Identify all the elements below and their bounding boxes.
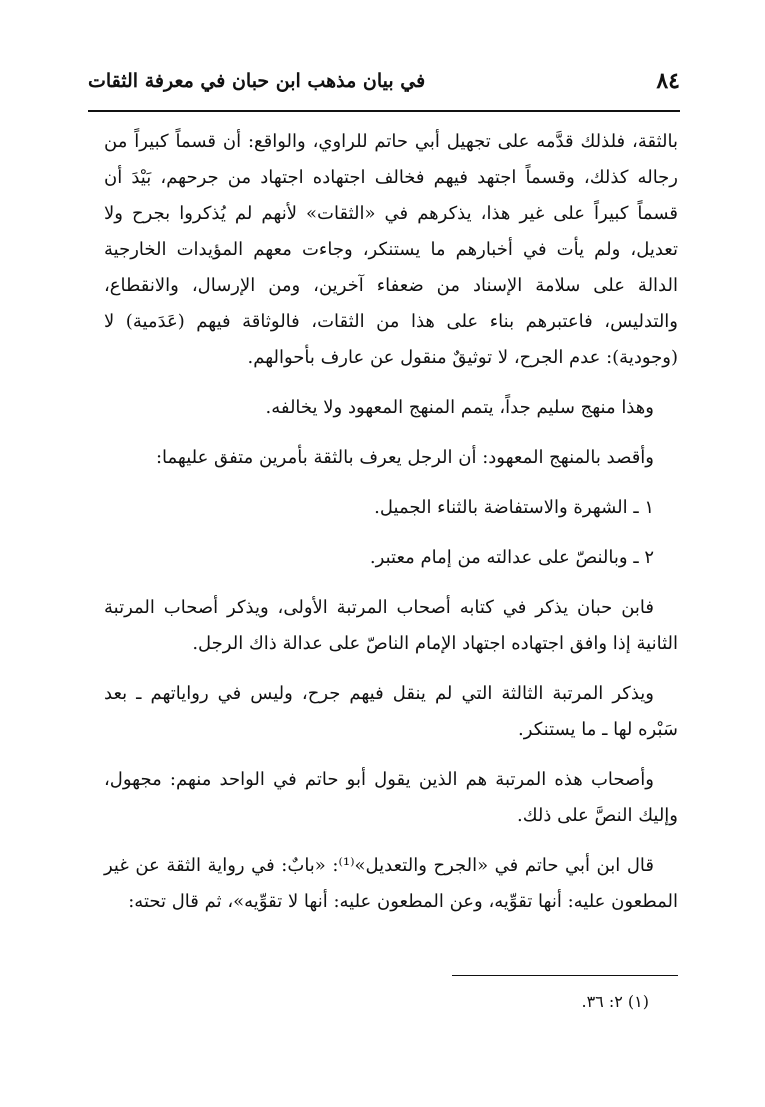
list-item-1: ١ ـ الشهرة والاستفاضة بالثناء الجميل. xyxy=(374,497,654,518)
paragraph-3: وأقصد بالمنهج المعهود: أن الرجل يعرف بالثقة بأمرين متفق عليهما: xyxy=(155,447,654,468)
page-header xyxy=(88,62,680,102)
paragraph-4: فابن حبان يذكر في كتابه أصحاب المرتبة الأولى، ويذكر أصحاب المرتبة الثانية إذا وافق اجتهاده اجتهاد الإمام الناصّ على عدالة ذاك الرجل. xyxy=(104,597,678,654)
footnote: (١) ٢: ٣٦. xyxy=(581,992,649,1011)
list-item-2: ٢ ـ وبالنصّ على عدالته من إمام معتبر. xyxy=(369,547,654,568)
footnote-divider xyxy=(452,975,678,976)
paragraph-1: بالثقة، فلذلك قدَّمه على تجهيل أبي حاتم للراوي، والواقع: أن قسماً كبيراً من رجاله كذلك، وقسماً اجتهد فيهم فخالف اجتهاده اجتهاد من جرحهم، بَيْدَ أن قسماً كبيراً على غير هذا، يذكرهم في «الثقات» لأنهم لم يُذكروا بجرح ولا تعديل، ولم يأت في أخبارهم ما يستنكر، وجاءت معهم المؤيدات الخارجية الدالة على سلامة الإسناد من ضعفاء آخرين، ومن الإرسال، والانقطاع، والتدليس، فاعتبرهم بناء على هذا من الثقات، فالوثاقة فيهم (عَدَمية) لا (وجودية): عدم الجرح، لا توثيقٌ منقول عن عارف بأحوالهم. xyxy=(104,131,678,368)
paragraph-5: ويذكر المرتبة الثالثة التي لم ينقل فيهم جرح، وليس في رواياتهم ـ بعد سَبْره لها ـ ما يستنكر. xyxy=(104,683,678,740)
paragraph-6: وأصحاب هذه المرتبة هم الذين يقول أبو حاتم في الواحد منهم: مجهول، وإليك النصَّ على ذلك. xyxy=(104,769,678,826)
paragraph-2: وهذا منهج سليم جداً، يتمم المنهج المعهود ولا يخالفه. xyxy=(265,397,654,418)
page-number: ٨٤ xyxy=(656,68,680,94)
paragraph-7: قال ابن أبي حاتم في «الجرح والتعديل»⁽¹⁾: «بابٌ: في رواية الثقة عن غير المطعون عليه: أنها تقوِّيه، وعن المطعون عليه: أنها لا تقوِّيه»، ثم قال تحته: xyxy=(104,855,678,912)
header-divider xyxy=(88,110,680,112)
running-title: في بيان مذهب ابن حبان في معرفة الثقات xyxy=(88,70,426,92)
main-text xyxy=(104,124,678,920)
